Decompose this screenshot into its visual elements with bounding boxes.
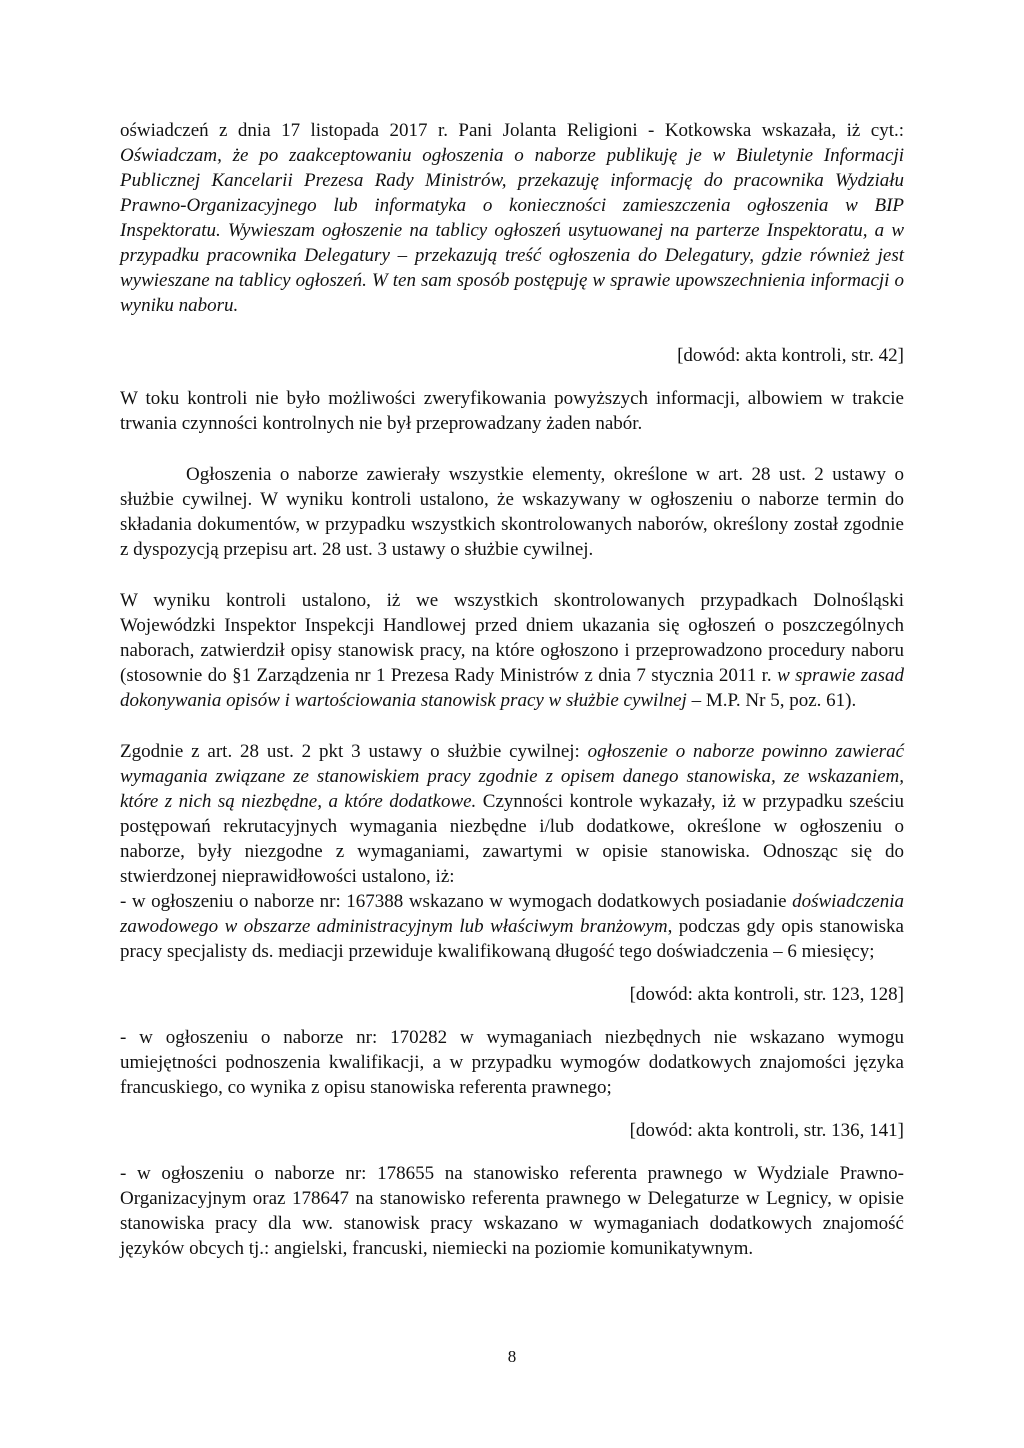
item1-italic: doświadczenia zawodowego w obszarze administracyjnym lub właściwym branżowym xyxy=(120,891,904,937)
list-item-170282: - w ogłoszeniu o naborze nr: 170282 w wymaganiach niezbędnych nie wskazano wymogu umiejętności podnoszenia kwalifikacji, a w przypadku wymogów dodatkowych znajomości języka francuskiego, co wynika z opisu stanowiska referenta prawnego; xyxy=(120,1027,904,1098)
item1-lead: - w ogłoszeniu o naborze nr: 167388 wskazano w wymogach dodatkowych posiadanie xyxy=(120,891,793,912)
regulation-title: w sprawie zasad dokonywania opisów i wartościowania stanowisk pracy w służbie cywilnej xyxy=(120,665,905,711)
evidence-reference-1: [dowód: akta kontroli, str. 42] xyxy=(677,345,904,366)
requirements-tail: Czynności kontrole wykazały, iż w przypadku sześciu postępowań rekrutacyjnych wymagania niezbędne i/lub dodatkowe, określone w ogłoszeniu o naborze, były niezgodne z wymaganiami, zawartymi w opisie stanowiska. Odnosząc się do stwierdzonej nieprawidłowości ustalono, iż: xyxy=(120,791,904,887)
requirements-lead: Zgodnie z art. 28 ust. 2 pkt 3 ustawy o służbie cywilnej: xyxy=(120,741,588,762)
evidence-reference-2: [dowód: akta kontroli, str. 123, 128] xyxy=(629,984,904,1005)
paragraph-verification: W toku kontroli nie było możliwości zweryfikowania powyższych informacji, albowiem w trakcie trwania czynności kontrolnych nie był przeprowadzany żaden nabór. xyxy=(120,388,904,434)
document-page xyxy=(120,118,904,1261)
evidence-reference-3: [dowód: akta kontroli, str. 136, 141] xyxy=(629,1120,904,1141)
paragraph-requirements xyxy=(120,739,904,889)
list-item-167388 xyxy=(120,889,904,964)
page-number: 8 xyxy=(507,1347,517,1366)
paragraph-announcement-elements: Ogłoszenia o naborze zawierały wszystkie elementy, określone w art. 28 ust. 2 ustawy o służbie cywilnej. W wyniku kontroli ustalono, że wskazywany w ogłoszeniu o naborze termin do składania dokumentów, w przypadku wszystkich skontrolowanych naborów, określony został zgodnie z dyspozycją przepisu art. 28 ust. 3 ustawy o służbie cywilnej. xyxy=(120,464,904,560)
paragraph-statement xyxy=(120,118,904,318)
list-item-178655: - w ogłoszeniu o naborze nr: 178655 na stanowisko referenta prawnego w Wydziale Prawno-Organizacyjnym oraz 178647 na stanowisko referenta prawnego w Delegaturze w Legnicy, w opisie stanowiska pracy dla ww. stanowisk pracy wskazano w wymaganiach dodatkowych znajomość języków obcych tj.: angielski, francuski, niemiecki na poziomie komunikatywnym. xyxy=(120,1163,904,1259)
job-descriptions-lead: W wyniku kontroli ustalono, iż we wszystkich skontrolowanych przypadkach Dolnośląski Wojewódzki Inspektor Inspekcji Handlowej przed dniem ukazania się ogłoszeń o poszczególnych naborach, zatwierdził opisy stanowisk pracy, na które ogłoszono i przeprowadzono procedury naboru (stosownie do §1 Zarządzenia nr 1 Prezesa Rady Ministrów z dnia 7 stycznia 2011 r. xyxy=(120,590,904,686)
paragraph-job-descriptions xyxy=(120,588,904,713)
job-descriptions-tail: – M.P. Nr 5, poz. 61). xyxy=(686,690,857,711)
item1-tail: , podczas gdy opis stanowiska pracy specjalisty ds. mediacji przewiduje kwalifikowaną długość tego doświadczenia – 6 miesięcy; xyxy=(120,916,904,962)
requirements-quote: ogłoszenie o naborze powinno zawierać wymagania związane ze stanowiskiem pracy zgodnie z opisem danego stanowiska, ze wskazaniem, które z nich są niezbędne, a które dodatkowe. xyxy=(120,741,904,812)
statement-quote: Oświadczam, że po zaakceptowaniu ogłoszenia o naborze publikuję je w Biuletynie Informacji Publicznej Kancelarii Prezesa Rady Ministrów, przekazuję informację do pracownika Wydziału Prawno-Organizacyjnego lub informatyka o konieczności zamieszczenia ogłoszenia w BIP Inspektoratu. Wywieszam ogłoszenie na tablicy ogłoszeń usytuowanej na parterze Inspektoratu, a w przypadku pracownika Delegatury – przekazują treść ogłoszenia do Delegatury, gdzie również jest wywieszane na tablicy ogłoszeń. W ten sam sposób postępuję w sprawie upowszechnienia informacji o wyniku naboru. xyxy=(120,145,904,316)
statement-lead: oświadczeń z dnia 17 listopada 2017 r. Pani Jolanta Religioni - Kotkowska wskazała, iż cyt.: xyxy=(120,120,904,141)
